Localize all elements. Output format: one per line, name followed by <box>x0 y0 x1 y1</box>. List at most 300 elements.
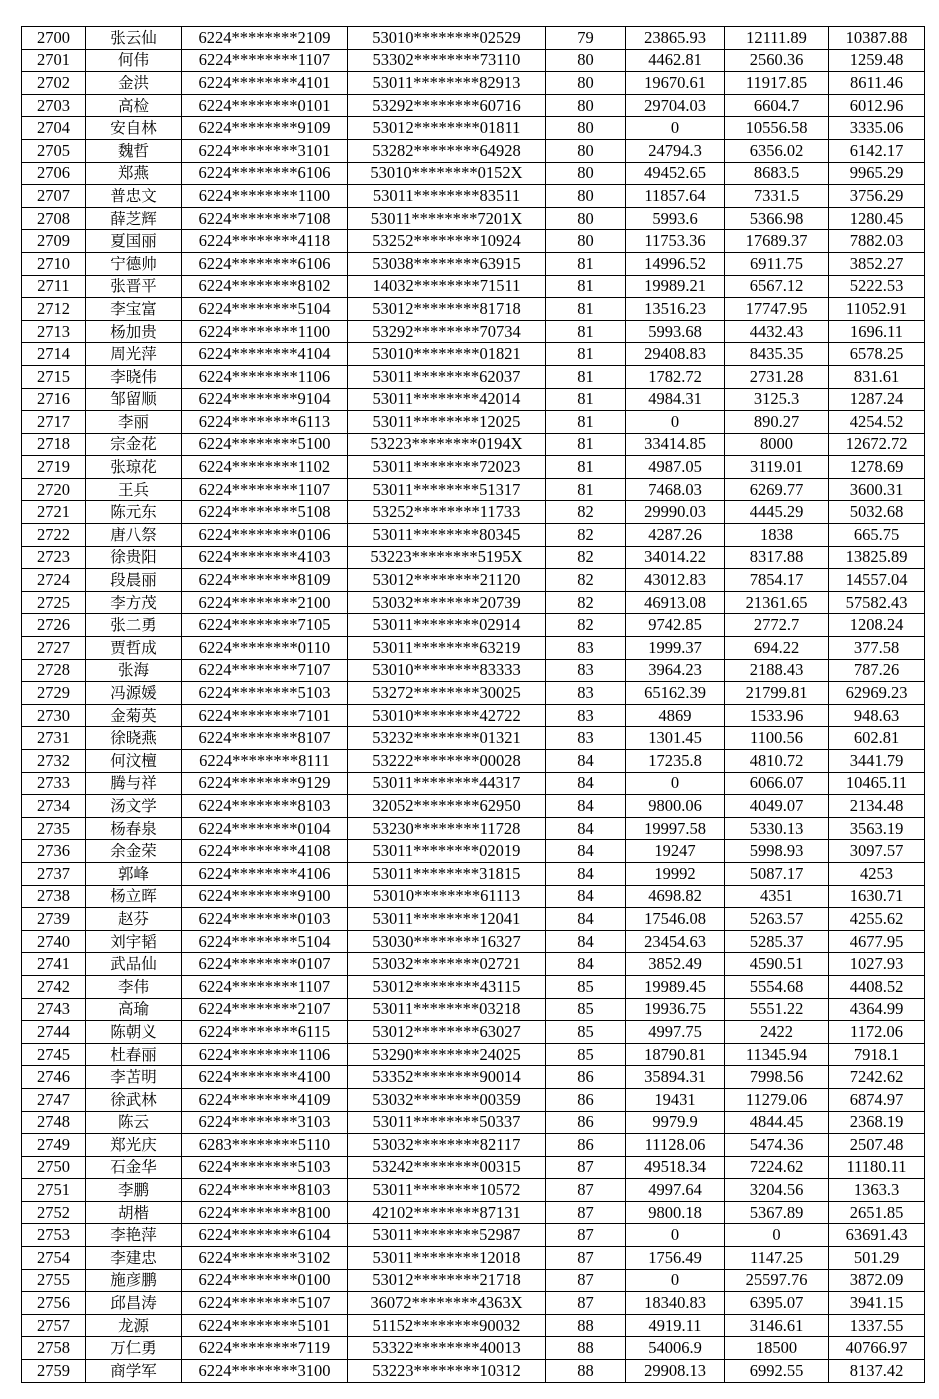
amount-3-cell: 1278.69 <box>829 456 925 479</box>
amount-3-cell: 2368.19 <box>829 1111 925 1134</box>
age-cell: 86 <box>546 1134 626 1157</box>
id-number-cell: 53272********30025 <box>348 682 546 705</box>
row-number-cell: 2719 <box>22 456 86 479</box>
amount-1-cell: 17235.8 <box>626 750 725 773</box>
age-cell: 82 <box>546 524 626 547</box>
id-number-cell: 53242********00315 <box>348 1156 546 1179</box>
name-cell: 张琼花 <box>86 456 182 479</box>
amount-2-cell: 4351 <box>725 885 829 908</box>
name-cell: 高瑜 <box>86 998 182 1021</box>
id-number-cell: 53038********63915 <box>348 252 546 275</box>
amount-3-cell: 1027.93 <box>829 953 925 976</box>
amount-2-cell: 5285.37 <box>725 930 829 953</box>
table-row <box>22 591 925 614</box>
row-number-cell: 2706 <box>22 162 86 185</box>
amount-1-cell: 29908.13 <box>626 1360 725 1383</box>
age-cell: 86 <box>546 1088 626 1111</box>
name-cell: 郑燕 <box>86 162 182 185</box>
age-cell: 86 <box>546 1111 626 1134</box>
id-number-cell: 53010********42722 <box>348 704 546 727</box>
table-row <box>22 162 925 185</box>
amount-2-cell: 21799.81 <box>725 682 829 705</box>
age-cell: 80 <box>546 207 626 230</box>
age-cell: 84 <box>546 953 626 976</box>
bank-account-cell: 6224********5100 <box>182 433 348 456</box>
amount-1-cell: 29990.03 <box>626 501 725 524</box>
id-number-cell: 53030********16327 <box>348 930 546 953</box>
amount-2-cell: 5998.93 <box>725 840 829 863</box>
bank-account-cell: 6224********8111 <box>182 750 348 773</box>
age-cell: 87 <box>546 1179 626 1202</box>
bank-account-cell: 6224********7119 <box>182 1337 348 1360</box>
amount-1-cell: 0 <box>626 117 725 140</box>
name-cell: 赵芬 <box>86 908 182 931</box>
id-number-cell: 14032********71511 <box>348 275 546 298</box>
id-number-cell: 53011********12018 <box>348 1247 546 1270</box>
id-number-cell: 53011********51317 <box>348 478 546 501</box>
row-number-cell: 2726 <box>22 614 86 637</box>
amount-3-cell: 4408.52 <box>829 975 925 998</box>
name-cell: 普忠文 <box>86 185 182 208</box>
bank-account-cell: 6224********0107 <box>182 953 348 976</box>
amount-3-cell: 6578.25 <box>829 343 925 366</box>
id-number-cell: 53011********44317 <box>348 772 546 795</box>
bank-account-cell: 6224********2100 <box>182 591 348 614</box>
name-cell: 余金荣 <box>86 840 182 863</box>
amount-2-cell: 5367.89 <box>725 1201 829 1224</box>
amount-1-cell: 19997.58 <box>626 817 725 840</box>
age-cell: 82 <box>546 591 626 614</box>
amount-2-cell: 3146.61 <box>725 1314 829 1337</box>
name-cell: 陈朝义 <box>86 1021 182 1044</box>
amount-2-cell: 0 <box>725 1224 829 1247</box>
row-number-cell: 2702 <box>22 72 86 95</box>
name-cell: 冯源媛 <box>86 682 182 705</box>
age-cell: 87 <box>546 1224 626 1247</box>
amount-1-cell: 5993.6 <box>626 207 725 230</box>
name-cell: 李丽 <box>86 411 182 434</box>
amount-1-cell: 29704.03 <box>626 94 725 117</box>
amount-2-cell: 1147.25 <box>725 1247 829 1270</box>
name-cell: 李艳萍 <box>86 1224 182 1247</box>
age-cell: 81 <box>546 365 626 388</box>
name-cell: 李苫明 <box>86 1066 182 1089</box>
amount-1-cell: 18340.83 <box>626 1292 725 1315</box>
table-row <box>22 27 925 50</box>
bank-account-cell: 6224********1107 <box>182 975 348 998</box>
amount-1-cell: 0 <box>626 772 725 795</box>
name-cell: 杜春丽 <box>86 1043 182 1066</box>
bank-account-cell: 6224********6115 <box>182 1021 348 1044</box>
amount-3-cell: 3563.19 <box>829 817 925 840</box>
table-row <box>22 478 925 501</box>
bank-account-cell: 6224********4109 <box>182 1088 348 1111</box>
bank-account-cell: 6224********5108 <box>182 501 348 524</box>
bank-account-cell: 6224********1107 <box>182 478 348 501</box>
age-cell: 85 <box>546 975 626 998</box>
name-cell: 石金华 <box>86 1156 182 1179</box>
row-number-cell: 2715 <box>22 365 86 388</box>
age-cell: 87 <box>546 1156 626 1179</box>
amount-2-cell: 11345.94 <box>725 1043 829 1066</box>
name-cell: 刘宇韬 <box>86 930 182 953</box>
row-number-cell: 2740 <box>22 930 86 953</box>
name-cell: 金菊英 <box>86 704 182 727</box>
bank-account-cell: 6224********8100 <box>182 1201 348 1224</box>
table-row <box>22 117 925 140</box>
bank-account-cell: 6224********4106 <box>182 862 348 885</box>
amount-3-cell: 5222.53 <box>829 275 925 298</box>
amount-3-cell: 3097.57 <box>829 840 925 863</box>
bank-account-cell: 6224********5101 <box>182 1314 348 1337</box>
table-row <box>22 862 925 885</box>
amount-2-cell: 12111.89 <box>725 27 829 50</box>
age-cell: 88 <box>546 1314 626 1337</box>
amount-2-cell: 18500 <box>725 1337 829 1360</box>
age-cell: 87 <box>546 1292 626 1315</box>
id-number-cell: 53012********43115 <box>348 975 546 998</box>
amount-3-cell: 7242.62 <box>829 1066 925 1089</box>
row-number-cell: 2701 <box>22 49 86 72</box>
age-cell: 88 <box>546 1337 626 1360</box>
amount-2-cell: 6604.7 <box>725 94 829 117</box>
amount-3-cell: 602.81 <box>829 727 925 750</box>
id-number-cell: 53011********52987 <box>348 1224 546 1247</box>
table-row <box>22 546 925 569</box>
amount-2-cell: 25597.76 <box>725 1269 829 1292</box>
age-cell: 87 <box>546 1201 626 1224</box>
age-cell: 81 <box>546 478 626 501</box>
table-row <box>22 772 925 795</box>
row-number-cell: 2714 <box>22 343 86 366</box>
id-number-cell: 53011********82913 <box>348 72 546 95</box>
amount-3-cell: 4254.52 <box>829 411 925 434</box>
bank-account-cell: 6224********8107 <box>182 727 348 750</box>
amount-3-cell: 948.63 <box>829 704 925 727</box>
row-number-cell: 2733 <box>22 772 86 795</box>
row-number-cell: 2729 <box>22 682 86 705</box>
table-row <box>22 1269 925 1292</box>
table-row <box>22 1134 925 1157</box>
table-row <box>22 1179 925 1202</box>
id-number-cell: 53010********02529 <box>348 27 546 50</box>
table-row <box>22 682 925 705</box>
table-row <box>22 275 925 298</box>
table-row <box>22 230 925 253</box>
amount-2-cell: 7998.56 <box>725 1066 829 1089</box>
table-row <box>22 1043 925 1066</box>
age-cell: 81 <box>546 275 626 298</box>
amount-3-cell: 665.75 <box>829 524 925 547</box>
id-number-cell: 53032********02721 <box>348 953 546 976</box>
age-cell: 80 <box>546 162 626 185</box>
bank-account-cell: 6224********3103 <box>182 1111 348 1134</box>
id-number-cell: 53011********83511 <box>348 185 546 208</box>
amount-1-cell: 33414.85 <box>626 433 725 456</box>
amount-3-cell: 8137.42 <box>829 1360 925 1383</box>
amount-3-cell: 3872.09 <box>829 1269 925 1292</box>
row-number-cell: 2753 <box>22 1224 86 1247</box>
bank-account-cell: 6224********1107 <box>182 49 348 72</box>
amount-1-cell: 11128.06 <box>626 1134 725 1157</box>
amount-2-cell: 3204.56 <box>725 1179 829 1202</box>
table-row <box>22 320 925 343</box>
table-row <box>22 1224 925 1247</box>
row-number-cell: 2718 <box>22 433 86 456</box>
id-number-cell: 53011********7201X <box>348 207 546 230</box>
amount-1-cell: 19670.61 <box>626 72 725 95</box>
row-number-cell: 2747 <box>22 1088 86 1111</box>
bank-account-cell: 6224********4108 <box>182 840 348 863</box>
bank-account-cell: 6224********7108 <box>182 207 348 230</box>
amount-3-cell: 3852.27 <box>829 252 925 275</box>
name-cell: 邹留顺 <box>86 388 182 411</box>
amount-2-cell: 11917.85 <box>725 72 829 95</box>
table-row <box>22 659 925 682</box>
amount-2-cell: 7331.5 <box>725 185 829 208</box>
amount-3-cell: 12672.72 <box>829 433 925 456</box>
amount-3-cell: 13825.89 <box>829 546 925 569</box>
amount-1-cell: 43012.83 <box>626 569 725 592</box>
id-number-cell: 53032********00359 <box>348 1088 546 1111</box>
age-cell: 80 <box>546 139 626 162</box>
bank-account-cell: 6224********4118 <box>182 230 348 253</box>
table-row <box>22 1360 925 1383</box>
amount-1-cell: 19936.75 <box>626 998 725 1021</box>
amount-2-cell: 2772.7 <box>725 614 829 637</box>
row-number-cell: 2754 <box>22 1247 86 1270</box>
age-cell: 85 <box>546 1021 626 1044</box>
name-cell: 薛芝辉 <box>86 207 182 230</box>
id-number-cell: 53011********12041 <box>348 908 546 931</box>
table-row <box>22 727 925 750</box>
amount-2-cell: 8683.5 <box>725 162 829 185</box>
amount-2-cell: 4810.72 <box>725 750 829 773</box>
name-cell: 何汶檀 <box>86 750 182 773</box>
amount-2-cell: 7224.62 <box>725 1156 829 1179</box>
name-cell: 王兵 <box>86 478 182 501</box>
amount-3-cell: 6874.97 <box>829 1088 925 1111</box>
name-cell: 徐贵阳 <box>86 546 182 569</box>
amount-3-cell: 1280.45 <box>829 207 925 230</box>
name-cell: 张海 <box>86 659 182 682</box>
row-number-cell: 2751 <box>22 1179 86 1202</box>
table-row <box>22 252 925 275</box>
id-number-cell: 53011********50337 <box>348 1111 546 1134</box>
amount-2-cell: 4445.29 <box>725 501 829 524</box>
name-cell: 施彦鹏 <box>86 1269 182 1292</box>
bank-account-cell: 6224********0106 <box>182 524 348 547</box>
id-number-cell: 53010********83333 <box>348 659 546 682</box>
amount-1-cell: 0 <box>626 1224 725 1247</box>
id-number-cell: 53012********21120 <box>348 569 546 592</box>
amount-1-cell: 7468.03 <box>626 478 725 501</box>
row-number-cell: 2710 <box>22 252 86 275</box>
age-cell: 81 <box>546 433 626 456</box>
id-number-cell: 53012********21718 <box>348 1269 546 1292</box>
table-row <box>22 139 925 162</box>
row-number-cell: 2759 <box>22 1360 86 1383</box>
amount-1-cell: 23865.93 <box>626 27 725 50</box>
row-number-cell: 2749 <box>22 1134 86 1157</box>
amount-3-cell: 11180.11 <box>829 1156 925 1179</box>
name-cell: 万仁勇 <box>86 1337 182 1360</box>
row-number-cell: 2757 <box>22 1314 86 1337</box>
row-number-cell: 2723 <box>22 546 86 569</box>
table-row <box>22 1156 925 1179</box>
amount-1-cell: 11857.64 <box>626 185 725 208</box>
id-number-cell: 53011********03218 <box>348 998 546 1021</box>
amount-3-cell: 40766.97 <box>829 1337 925 1360</box>
table-row <box>22 1066 925 1089</box>
amount-1-cell: 5993.68 <box>626 320 725 343</box>
amount-2-cell: 5366.98 <box>725 207 829 230</box>
age-cell: 83 <box>546 682 626 705</box>
amount-2-cell: 3119.01 <box>725 456 829 479</box>
amount-3-cell: 3941.15 <box>829 1292 925 1315</box>
age-cell: 84 <box>546 817 626 840</box>
amount-1-cell: 4698.82 <box>626 885 725 908</box>
row-number-cell: 2728 <box>22 659 86 682</box>
name-cell: 徐武林 <box>86 1088 182 1111</box>
id-number-cell: 53010********01821 <box>348 343 546 366</box>
table-row <box>22 930 925 953</box>
bank-account-cell: 6283********5110 <box>182 1134 348 1157</box>
table-row <box>22 1314 925 1337</box>
age-cell: 81 <box>546 388 626 411</box>
amount-1-cell: 24794.3 <box>626 139 725 162</box>
id-number-cell: 53223********0194X <box>348 433 546 456</box>
id-number-cell: 53011********12025 <box>348 411 546 434</box>
id-number-cell: 53011********10572 <box>348 1179 546 1202</box>
table-row <box>22 433 925 456</box>
amount-3-cell: 62969.23 <box>829 682 925 705</box>
name-cell: 贾哲成 <box>86 637 182 660</box>
age-cell: 83 <box>546 659 626 682</box>
amount-1-cell: 54006.9 <box>626 1337 725 1360</box>
name-cell: 邱昌涛 <box>86 1292 182 1315</box>
id-number-cell: 53282********64928 <box>348 139 546 162</box>
table-row <box>22 637 925 660</box>
table-row <box>22 569 925 592</box>
age-cell: 81 <box>546 456 626 479</box>
amount-3-cell: 831.61 <box>829 365 925 388</box>
amount-3-cell: 3335.06 <box>829 117 925 140</box>
amount-2-cell: 5330.13 <box>725 817 829 840</box>
amount-2-cell: 10556.58 <box>725 117 829 140</box>
amount-2-cell: 1100.56 <box>725 727 829 750</box>
row-number-cell: 2750 <box>22 1156 86 1179</box>
table-row <box>22 1247 925 1270</box>
row-number-cell: 2756 <box>22 1292 86 1315</box>
name-cell: 高检 <box>86 94 182 117</box>
age-cell: 84 <box>546 840 626 863</box>
age-cell: 81 <box>546 320 626 343</box>
bank-account-cell: 6224********2107 <box>182 998 348 1021</box>
age-cell: 84 <box>546 750 626 773</box>
name-cell: 段晨丽 <box>86 569 182 592</box>
amount-2-cell: 17689.37 <box>725 230 829 253</box>
age-cell: 88 <box>546 1360 626 1383</box>
age-cell: 84 <box>546 772 626 795</box>
id-number-cell: 42102********87131 <box>348 1201 546 1224</box>
amount-3-cell: 7882.03 <box>829 230 925 253</box>
bank-account-cell: 6224********2109 <box>182 27 348 50</box>
amount-1-cell: 19431 <box>626 1088 725 1111</box>
age-cell: 83 <box>546 704 626 727</box>
amount-2-cell: 2731.28 <box>725 365 829 388</box>
amount-3-cell: 10387.88 <box>829 27 925 50</box>
bank-account-cell: 6224********3100 <box>182 1360 348 1383</box>
row-number-cell: 2713 <box>22 320 86 343</box>
id-number-cell: 53011********63219 <box>348 637 546 660</box>
amount-2-cell: 6567.12 <box>725 275 829 298</box>
row-number-cell: 2716 <box>22 388 86 411</box>
amount-3-cell: 6142.17 <box>829 139 925 162</box>
table-row <box>22 501 925 524</box>
row-number-cell: 2745 <box>22 1043 86 1066</box>
id-number-cell: 53032********20739 <box>348 591 546 614</box>
bank-account-cell: 6224********6106 <box>182 252 348 275</box>
row-number-cell: 2732 <box>22 750 86 773</box>
age-cell: 85 <box>546 998 626 1021</box>
bank-account-cell: 6224********7101 <box>182 704 348 727</box>
name-cell: 汤文学 <box>86 795 182 818</box>
amount-3-cell: 2134.48 <box>829 795 925 818</box>
data-table <box>21 26 925 1383</box>
name-cell: 李建忠 <box>86 1247 182 1270</box>
amount-1-cell: 23454.63 <box>626 930 725 953</box>
table-row <box>22 207 925 230</box>
table-row <box>22 885 925 908</box>
table-row <box>22 704 925 727</box>
bank-account-cell: 6224********0100 <box>182 1269 348 1292</box>
table-row <box>22 750 925 773</box>
amount-3-cell: 7918.1 <box>829 1043 925 1066</box>
table-row <box>22 1292 925 1315</box>
id-number-cell: 53011********80345 <box>348 524 546 547</box>
id-number-cell: 53011********72023 <box>348 456 546 479</box>
amount-2-cell: 2188.43 <box>725 659 829 682</box>
row-number-cell: 2727 <box>22 637 86 660</box>
amount-1-cell: 4869 <box>626 704 725 727</box>
amount-3-cell: 10465.11 <box>829 772 925 795</box>
amount-2-cell: 5551.22 <box>725 998 829 1021</box>
age-cell: 83 <box>546 637 626 660</box>
bank-account-cell: 6224********3102 <box>182 1247 348 1270</box>
table-row <box>22 388 925 411</box>
amount-1-cell: 19989.45 <box>626 975 725 998</box>
table-row <box>22 1088 925 1111</box>
id-number-cell: 53223********5195X <box>348 546 546 569</box>
age-cell: 80 <box>546 230 626 253</box>
id-number-cell: 53302********73110 <box>348 49 546 72</box>
age-cell: 82 <box>546 569 626 592</box>
amount-1-cell: 18790.81 <box>626 1043 725 1066</box>
amount-1-cell: 19992 <box>626 862 725 885</box>
id-number-cell: 53322********40013 <box>348 1337 546 1360</box>
row-number-cell: 2734 <box>22 795 86 818</box>
amount-2-cell: 8317.88 <box>725 546 829 569</box>
amount-1-cell: 9800.06 <box>626 795 725 818</box>
id-number-cell: 53011********31815 <box>348 862 546 885</box>
amount-3-cell: 1208.24 <box>829 614 925 637</box>
amount-1-cell: 4462.81 <box>626 49 725 72</box>
bank-account-cell: 6224********3101 <box>182 139 348 162</box>
name-cell: 腾与祥 <box>86 772 182 795</box>
amount-1-cell: 35894.31 <box>626 1066 725 1089</box>
amount-1-cell: 3964.23 <box>626 659 725 682</box>
